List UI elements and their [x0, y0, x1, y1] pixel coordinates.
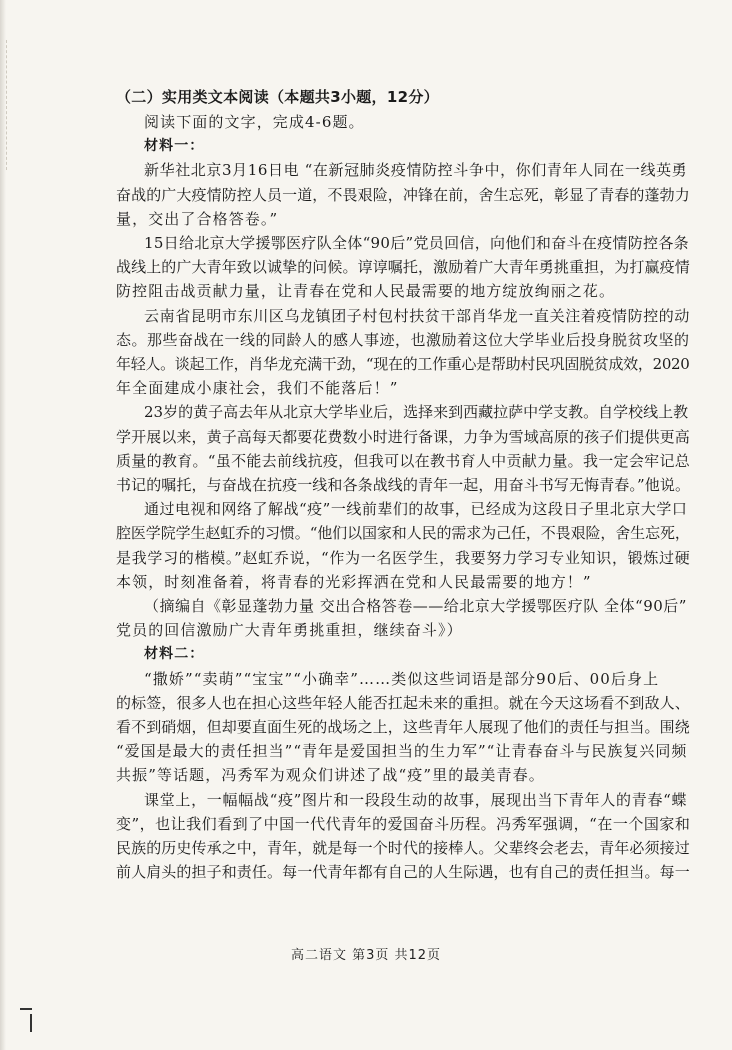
text-line: 新华社北京3月16日电 “在新冠肺炎疫情防控斗争中，你们青年人同在一线英勇	[144, 161, 688, 180]
text-line: 防控阻击战贡献力量，让青春在党和人民最需要的地方绽放绚丽之花。	[116, 282, 616, 301]
page-footer: 高二语文 第3页 共12页	[290, 948, 442, 963]
reading-section	[116, 86, 690, 885]
text-line: 学开展以来，黄子高每天都要花费数小时进行备课，力争为雪域高原的孩子们提供更高	[116, 427, 690, 446]
material2-body	[116, 667, 690, 885]
text-line: 腔医学院学生赵虹乔的习惯。“他们以国家和人民的需求为己任，不畏艰险，舍生忘死，	[116, 524, 690, 543]
material1-body	[116, 158, 690, 642]
source-citation: （摘编自《彰显蓬勃力量 交出合格答卷——给北京大学援鄂医疗队 全体“90后”	[144, 597, 687, 616]
text-line: 变”，也让我们看到了中国一代代青年的爱国奋斗历程。冯秀军强调，“在一个国家和	[116, 814, 691, 833]
material2-label: 材料二：	[144, 646, 205, 663]
text-line: 民族的历史传承之中，青年，就是每一个时代的接棒人。父辈终会老去，青年必须接过	[116, 839, 690, 858]
crop-mark	[30, 1014, 42, 1032]
text-line: 态。那些奋战在一线的同龄人的感人事迹，也激励着这位大学毕业后投身脱贫攻坚的	[116, 330, 690, 349]
section-instruction: 阅读下面的文字，完成4-6题。	[144, 113, 365, 131]
text-line: 年轻人。谈起工作，肖华龙充满干劲，“现在的工作重心是帮助村民巩固脱贫成效，2020	[116, 355, 690, 374]
text-line: 书记的嘱托，与奋战在抗疫一线和各条战线的青年一起，用奋斗书写无悔青春。”他说。	[116, 476, 691, 495]
source-citation: 党员的回信激励广大青年勇挑重担，继续奋斗》）	[116, 621, 463, 640]
text-line: 课堂上，一幅幅战“疫”图片和一段段生动的故事，展现出当下青年人的青春“蝶	[144, 790, 688, 809]
material1-label: 材料一：	[144, 138, 205, 155]
text-line: 通过电视和网络了解战“疫”一线前辈们的故事，已经成为这段日子里北京大学口	[144, 500, 688, 519]
text-line: 是我学习的楷模。”赵虹乔说，“作为一名医学生，我要努力学习专业知识，锻炼过硬	[116, 548, 691, 567]
text-line: 年全面建成小康社会，我们不能落后！”	[116, 379, 399, 398]
text-line: 共振”等话题，冯秀军为观众们讲述了战“疫”里的最美青春。	[116, 766, 545, 785]
section-title: （二）实用类文本阅读（本题共3小题，12分）	[116, 88, 439, 106]
text-line: 量，交出了合格答卷。”	[116, 209, 279, 228]
text-line: “撒娇”“卖萌”“宝宝”“小确幸”……类似这些词语是部分90后、00后身上	[144, 669, 660, 688]
text-line: 云南省昆明市东川区乌龙镇团子村包村扶贫干部肖华龙一直关注着疫情防控的动	[144, 306, 691, 325]
text-line: 奋战的广大疫情防控人员一道，不畏艰险，冲锋在前，舍生忘死，彰显了青春的蓬勃力	[116, 185, 690, 204]
text-line: 的标签，很多人也在担心这些年轻人能否扛起未来的重担。就在今天这场看不到敌人、	[116, 693, 690, 712]
text-line: 战线上的广大青年致以诚挚的问候。谆谆嘱托，激励着广大青年勇挑重担，为打赢疫情	[116, 258, 690, 277]
binding-edge-mark	[6, 40, 21, 170]
text-line: 本领，时刻准备着，将青春的光彩挥洒在党和人民最需要的地方！”	[116, 572, 592, 591]
text-line: “爱国是最大的责任担当”“青年是爱国担当的生力军”“让青春奋斗与民族复兴同频	[116, 742, 688, 761]
text-line: 看不到硝烟，但却要直面生死的战场之上，这些青年人展现了他们的责任与担当。围绕	[116, 718, 690, 737]
text-line: 质量的教育。“虽不能去前线抗疫，但我可以在教书育人中贡献力量。我一定会牢记总	[116, 451, 691, 470]
text-line: 23岁的黄子高去年从北京大学毕业后，选择来到西藏拉萨中学支教。自学校线上教	[144, 403, 689, 422]
text-line: 前人肩头的担子和责任。每一代青年都有自己的人生际遇，也有自己的责任担当。每一	[116, 863, 690, 882]
text-line: 15日给北京大学援鄂医疗队全体“90后”党员回信，向他们和奋斗在疫情防控各条	[144, 234, 689, 253]
